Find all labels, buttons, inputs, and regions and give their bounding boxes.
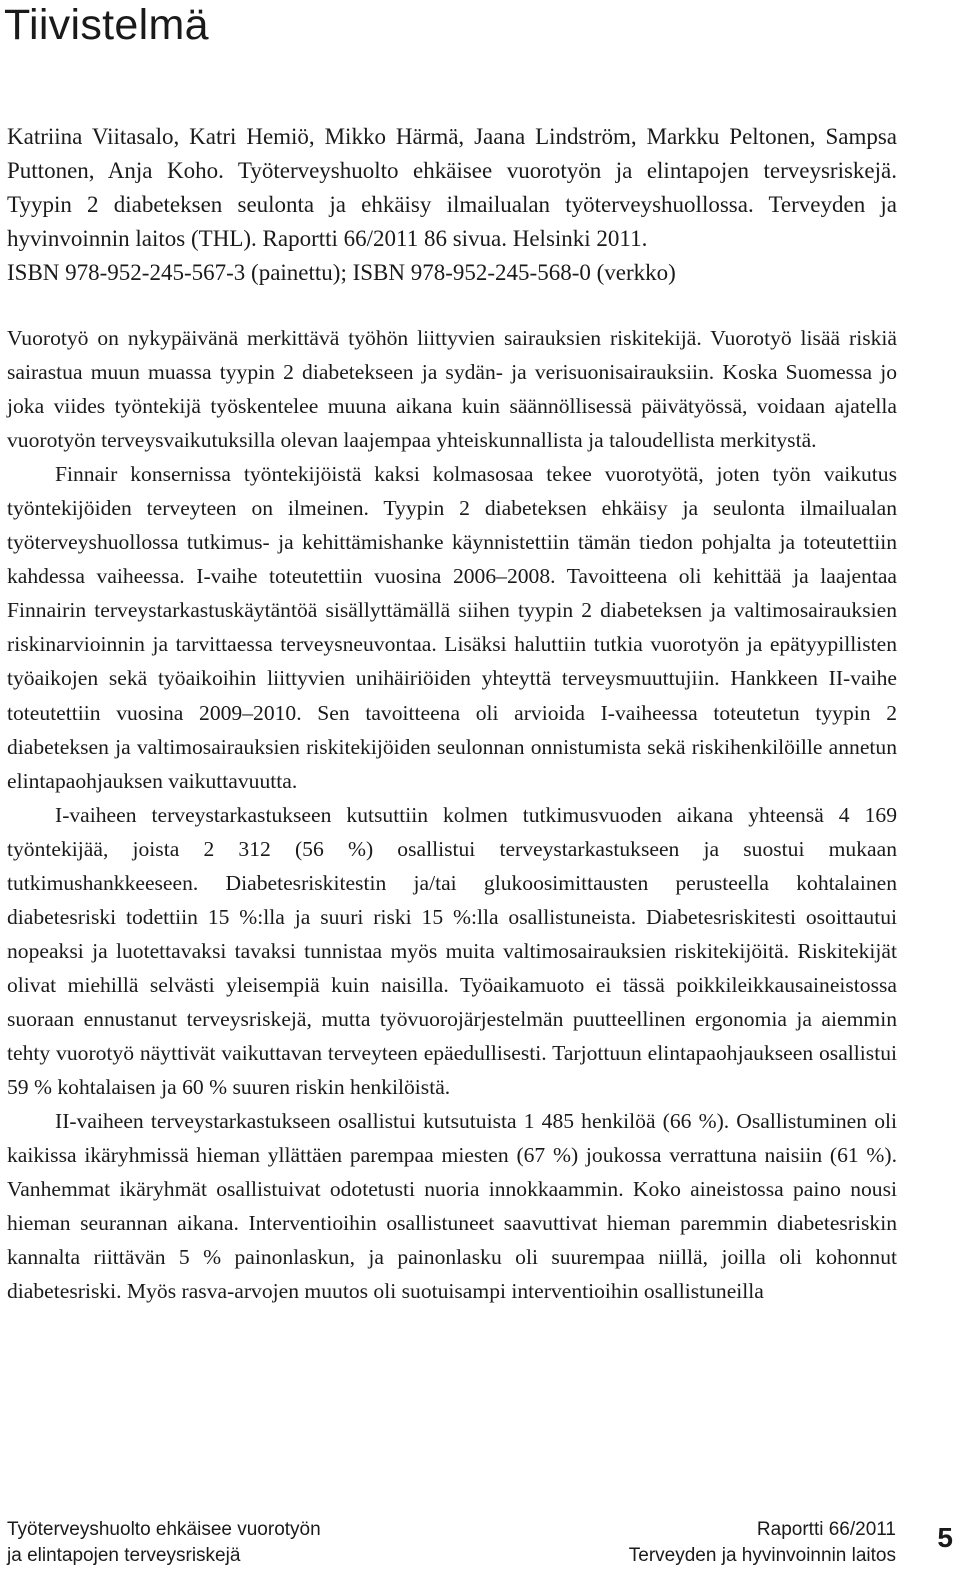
paragraph-2: Finnair konsernissa työntekijöistä kaksi kolmasosaa tekee vuorotyötä, joten työn vaikutus työntekijöiden terveyteen on ilmeinen. Tyypin 2 diabeteksen ehkäisy ja seulonta ilmailualan työterveyshuollossa tutkimus- ja kehittämishanke käynnistettiin tämän tiedon pohjalta ja toteutettiin kahdessa vaiheessa. I-vaihe toteutettiin vuosina 2006–2008. Tavoitteena oli kehittää ja laajentaa Finnairin terveystarkastuskäytäntöä sisällyttämällä siihen tyypin 2 diabeteksen ja valtimosairauksien riskinarvioinnin ja tarvittaessa terveysneuvontaa. Lisäksi haluttiin tutkia vuorotyön ja epätyypillisten työaikojen sekä työaikoihin liittyvien unihäiriöiden yhteyttä terveysmuuttujiin. Hankkeen II-vaihe toteutettiin vuosina 2009–2010. Sen tavoitteena oli arvioida I-vaiheessa toteutetun tyypin 2 diabeteksen ja valtimosairauksien riskitekijöiden seulonnan onnistumista sekä riskihenkilöille annetun elintapaohjauksen vaikuttavuutta. [7, 462, 897, 793]
footer-left-block [7, 1517, 321, 1569]
paragraph-1: Vuorotyö on nykypäivänä merkittävä työhön liittyvien sairauksien riskitekijä. Vuorotyö lisää riskiä sairastua muun muassa tyypin 2 diabetekseen ja sydän- ja verisuonisairauksiin. Koska Suomessa jo joka viides työntekijä työskentelee muuna aikana kuin säännöllisessä päivätyössä, voidaan ajatella vuorotyön terveysvaikutuksilla olevan laajempaa yhteiskunnallista ja taloudellista merkitystä. [7, 326, 897, 453]
page-title: Tiivistelmä [4, 1, 209, 49]
citation-block [7, 120, 897, 290]
isbn-line: ISBN 978-952-245-567-3 (painettu); ISBN 978-952-245-568-0 (verkko) [7, 260, 676, 285]
page-footer [7, 1517, 953, 1587]
paragraph-3: I-vaiheen terveystarkastukseen kutsuttiin kolmen tutkimusvuoden aikana yhteensä 4 169 työntekijää, joista 2 312 (56 %) osallistui terveystarkastukseen ja suostui mukaan tutkimushankkeeseen. Diabetesriskitestin ja/tai glukoosimittausten perusteella kohtalainen diabetesriski todettiin 15 %:lla ja suuri riski 15 %:lla osallistuneista. Diabetesriskitesti osoittautui nopeaksi ja luotettavaksi tavaksi tunnistaa myös muita valtimosairauksien riskitekijöitä. Riskitekijät olivat miehillä selvästi yleisempiä kuin naisilla. Työaikamuoto ei tässä poikkileikkausaineistossa suoraan ennustanut terveysriskejä, mutta työvuorojärjestelmän puutteellinen ergonomia ja aiemmin tehty vuorotyö näyttivät vaikuttavan terveyteen epäedullisesti. Tarjottuun elintapaohjaukseen osallistui 59 % kohtalaisen ja 60 % suuren riskin henkilöistä. [7, 802, 897, 1100]
footer-report-number: Raportti 66/2011 [756, 1519, 896, 1540]
footer-title-line-1: Työterveyshuolto ehkäisee vuorotyön [7, 1519, 321, 1540]
footer-right-block [629, 1517, 896, 1569]
page-number: 5 [937, 1522, 953, 1553]
footer-title-line-2: ja elintapojen terveysriskejä [7, 1545, 241, 1566]
citation-text: Katriina Viitasalo, Katri Hemiö, Mikko Härmä, Jaana Lindström, Markku Peltonen, Sampsa Puttonen, Anja Koho. Työterveyshuolto ehkäisee vuorotyön ja elintapojen terveysriskejä. Tyypin 2 diabeteksen seulonta ja ehkäisy ilmailualan työterveyshuollossa. Terveyden ja hyvinvoinnin laitos (THL). Raportti 66/2011 86 sivua. Helsinki 2011. [7, 124, 897, 251]
paragraph-4: II-vaiheen terveystarkastukseen osallistui kutsutuista 1 485 henkilöä (66 %). Osallistuminen oli kaikissa ikäryhmissä hieman yllättäen parempaa miesten (67 %) joukossa verrattuna naisiin (61 %). Vanhemmat ikäryhmät osallistuivat odotetusti nuoria innokkaammin. Koko aineistossa paino nousi hieman seurannan aikana. Interventioihin osallistuneet saavuttivat hieman paremmin diabetesriskin kannalta riittävän 5 % painonlaskun, ja painonlasku oli suurempaa niillä, joilla oli kohonnut diabetesriski. Myös rasva-arvojen muutos oli suotuisampi interventioihin osallistuneilla [7, 1109, 897, 1304]
abstract-body [7, 321, 897, 1308]
footer-publisher: Terveyden ja hyvinvoinnin laitos [628, 1545, 896, 1566]
